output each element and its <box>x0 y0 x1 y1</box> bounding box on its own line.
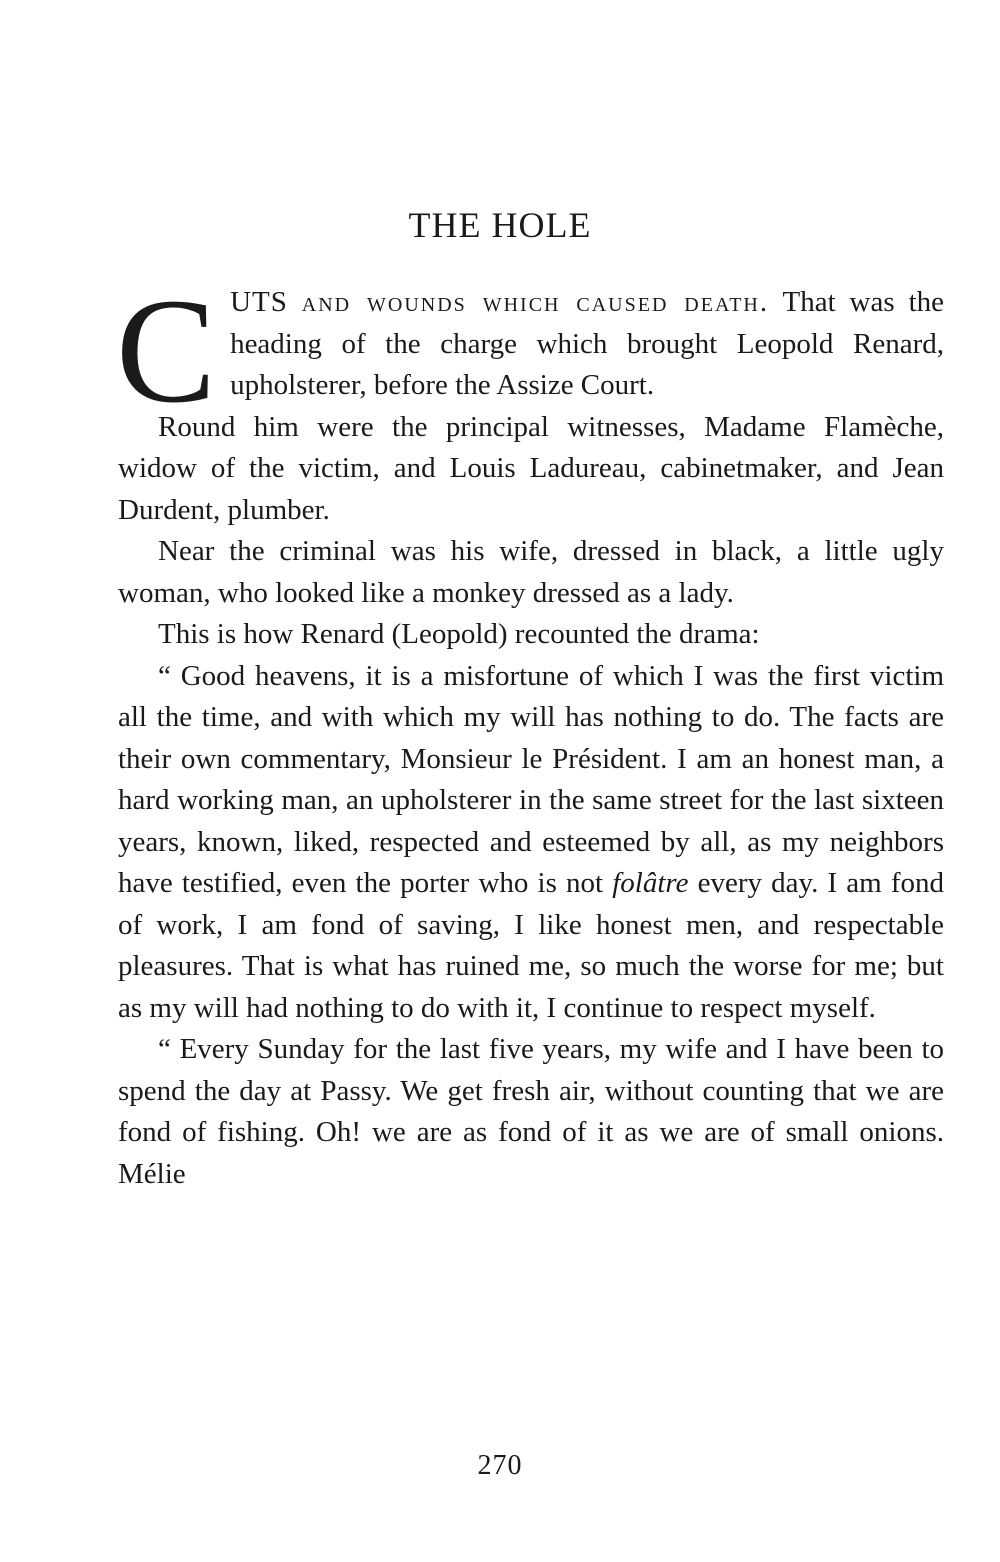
paragraph-wife: Near the criminal was his wife, dressed in black, a little ugly woman, who looked like a monkey dressed as a lady. <box>118 535 944 609</box>
opening-lead-caps: UTS <box>230 286 288 318</box>
testimony-part-2: every day. I am fond of work, I am fond of saving, I like honest men, and respectable pleasures. That is what has ruined me, so much the worse for me; but as my will had nothing to do with it, I continue to respect myself. <box>118 867 944 1024</box>
testimony-part-1: “ Good heavens, it is a misfortune of which I was the first victim all the time, and with which my will has nothing to do. The facts are their own commentary, Monsieur le Président. I am an honest man, a hard working man, an upholsterer in the same street for the last sixteen years, known, liked, respected and esteemed by all, as my neighbors have testified, even the porter who is not <box>118 659 944 899</box>
paragraph-testimony <box>118 656 944 1030</box>
drop-cap: C <box>116 268 217 434</box>
opening-rest: That was the heading of the charge which brought Leopold Renard, upholsterer, before the Assize Court. <box>230 286 944 401</box>
chapter-title: THE HOLE <box>408 205 592 245</box>
opening-small-caps: and wounds which caused death. <box>301 286 770 318</box>
paragraph-sunday: “ Every Sunday for the last five years, my wife and I have been to spend the day at Passy. We get fresh air, without counting that we are fond of fishing. Oh! we are as fond of it as we are of small onions. Mélie <box>118 1033 944 1190</box>
page-number: 270 <box>477 1450 523 1481</box>
paragraph-witnesses: Round him were the principal witnesses, Madame Flamèche, widow of the victim, and Louis Ladureau, cabinetmaker, and Jean Durdent, plumber. <box>118 410 944 526</box>
body-text <box>116 268 944 1195</box>
opening-paragraph <box>116 268 944 434</box>
paragraph-drama: This is how Renard (Leopold) recounted the drama: <box>158 618 760 650</box>
italic-word: folâtre <box>612 867 689 899</box>
